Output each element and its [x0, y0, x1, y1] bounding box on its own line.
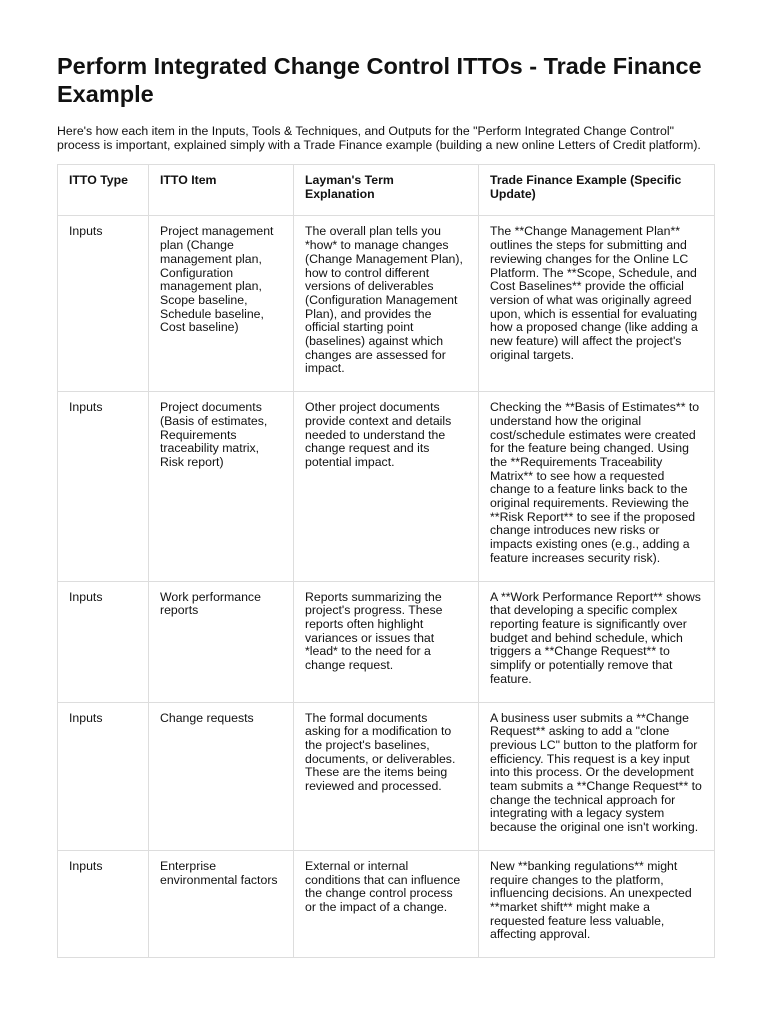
cell-trade-finance-example: New **banking regulations** might require changes to the platform, influencing decisions. An unexpected **market shift** might make a requested feature less valuable, affecting approval. — [479, 850, 715, 957]
cell-layman-explanation: Other project documents provide context and details needed to understand the change request and its potential impact. — [294, 392, 479, 581]
header-layman-explanation: Layman's Term Explanation — [294, 165, 479, 216]
page-title: Perform Integrated Change Control ITTOs - Trade Finance Example — [57, 53, 702, 107]
table-header-row — [58, 165, 715, 216]
cell-layman-explanation: Reports summarizing the project's progress. These reports often highlight variances or issues that *lead* to the need for a change request. — [294, 581, 479, 702]
cell-layman-explanation: The formal documents asking for a modification to the project's baselines, documents, or deliverables. These are the items being reviewed and processed. — [294, 702, 479, 850]
cell-itto-item: Work performance reports — [149, 581, 294, 702]
cell-itto-item: Change requests — [149, 702, 294, 850]
cell-itto-type: Inputs — [58, 702, 149, 850]
cell-itto-type: Inputs — [58, 581, 149, 702]
document-page — [57, 52, 714, 958]
table-row — [58, 216, 715, 392]
header-itto-item: ITTO Item — [149, 165, 294, 216]
cell-trade-finance-example: The **Change Management Plan** outlines the steps for submitting and reviewing changes for the Online LC Platform. The **Scope, Schedule, and Cost Baselines** provide the official version of what was originally agreed upon, which is essential for evaluating how a proposed change (like adding a new feature) will affect the project's original targets. — [479, 216, 715, 392]
intro-paragraph: Here's how each item in the Inputs, Tools & Techniques, and Outputs for the "Perform Integrated Change Control" process is important, explained simply with a Trade Finance example (building a new online Letters of Credit platform). — [57, 124, 701, 152]
cell-layman-explanation: The overall plan tells you *how* to manage changes (Change Management Plan), how to control different versions of deliverables (Configuration Management Plan), and provides the official starting point (baselines) against which changes are assessed for impact. — [294, 216, 479, 392]
cell-itto-item: Project documents (Basis of estimates, Requirements traceability matrix, Risk report) — [149, 392, 294, 581]
table-row — [58, 392, 715, 581]
cell-itto-item: Enterprise environmental factors — [149, 850, 294, 957]
cell-itto-item: Project management plan (Change management plan, Configuration management plan, Scope baseline, Schedule baseline, Cost baseline) — [149, 216, 294, 392]
cell-layman-explanation: External or internal conditions that can influence the change control process or the impact of a change. — [294, 850, 479, 957]
cell-trade-finance-example: Checking the **Basis of Estimates** to understand how the original cost/schedule estimates were created for the feature being changed. Using the **Requirements Traceability Matrix** to see how a requested change to a feature links back to the original requirements. Reviewing the **Risk Report** to see if the proposed change introduces new risks or impacts existing ones (e.g., adding a feature increases security risk). — [479, 392, 715, 581]
cell-itto-type: Inputs — [58, 850, 149, 957]
cell-trade-finance-example: A business user submits a **Change Request** asking to add a "clone previous LC" button to the platform for efficiency. This request is a key input into this process. Or the development team submits a **Change Request** to change the technical approach for integrating with a legacy system because the original one isn't working. — [479, 702, 715, 850]
table-row — [58, 702, 715, 850]
itto-table — [57, 164, 715, 958]
table-row — [58, 850, 715, 957]
table-row — [58, 581, 715, 702]
cell-trade-finance-example: A **Work Performance Report** shows that developing a specific complex reporting feature is significantly over budget and behind schedule, which triggers a **Change Request** to simplify or potentially remove that feature. — [479, 581, 715, 702]
cell-itto-type: Inputs — [58, 392, 149, 581]
header-trade-finance-example: Trade Finance Example (Specific Update) — [479, 165, 715, 216]
cell-itto-type: Inputs — [58, 216, 149, 392]
header-itto-type: ITTO Type — [58, 165, 149, 216]
